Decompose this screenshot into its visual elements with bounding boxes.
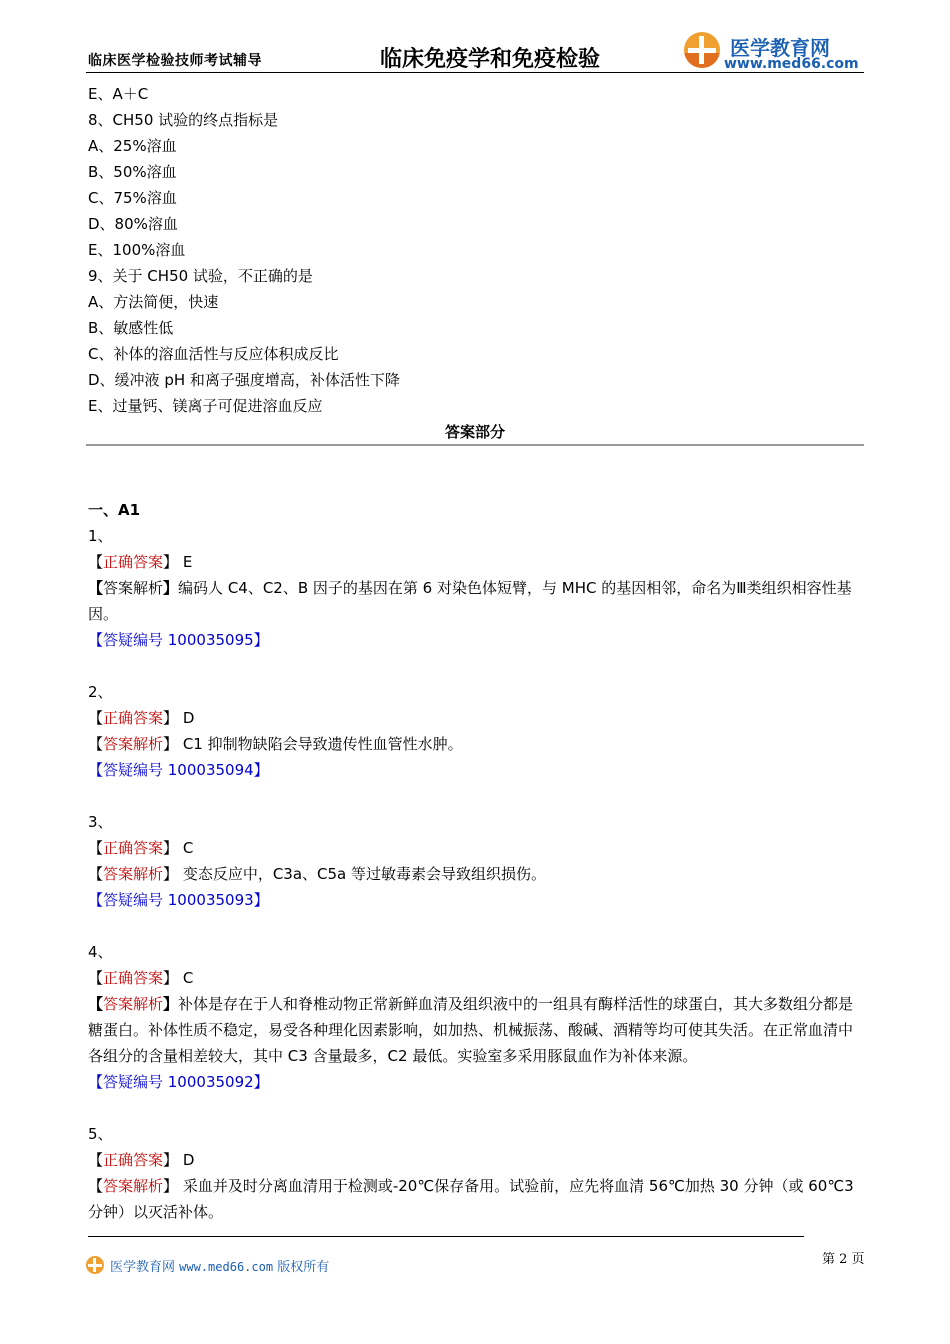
question-line: E、A＋C: [88, 85, 149, 103]
analysis-row: 【答案解析】 C1 抑制物缺陷会导致遗传性血管性水肿。: [88, 735, 463, 753]
question-line: 8、CH50 试验的终点指标是: [88, 111, 279, 129]
footer-rights: 版权所有: [277, 1260, 330, 1275]
footer-brand[interactable]: [110, 1256, 329, 1275]
footer-divider: [88, 1236, 804, 1237]
question-id-link[interactable]: 【答疑编号 100035093】: [88, 891, 269, 909]
question-line: E、过量钙、镁离子可促进溶血反应: [88, 397, 323, 415]
analysis-label: 答案解析: [103, 1177, 164, 1195]
correct-answer-row: 【正确答案】 C: [88, 969, 194, 987]
question-line: A、25%溶血: [88, 137, 177, 155]
question-id-link[interactable]: 【答疑编号 100035095】: [88, 631, 269, 649]
page-number: 第 2 页: [822, 1252, 865, 1267]
question-line: C、75%溶血: [88, 189, 177, 207]
page-title: 临床免疫学和免疫检验: [380, 47, 601, 72]
question-id-link[interactable]: 【答疑编号 100035094】: [88, 761, 269, 779]
analysis-text: 补体是存在于人和脊椎动物正常新鲜血清及组织液中的一组具有酶样活性的球蛋白，其大多数组分都是糖蛋白。补体性质不稳定，易受各种理化因素影响，如加热、机械振荡、酸碱、酒精等均可使其失活。在正常血清中各组分的含量相差较大，其中 C3 含量最多，C2 最低。实验室多采用豚鼠血作为补体来源。: [88, 995, 854, 1065]
logo-name: 医学教育网: [730, 36, 830, 60]
question-line: D、缓冲液 pH 和离子强度增高，补体活性下降: [88, 371, 400, 389]
analysis-text: 变态反应中，C3a、C5a 等过敏毒素会导致组织损伤。: [182, 865, 547, 883]
answer-number: 3、: [88, 813, 113, 831]
site-logo[interactable]: [684, 30, 864, 76]
analysis-row: 【答案解析】补体是存在于人和脊椎动物正常新鲜血清及组织液中的一组具有酶样活性的球蛋白，其大多数组分都是糖蛋白。补体性质不稳定，易受各种理化因素影响，如加热、机械振荡、酸碱、酒精等均可使其失活。在正常血清中各组分的含量相差较大，其中 C3 含量最多，C2 最低。实验室多采用豚鼠血作为补体来源。: [88, 995, 854, 1065]
question-line: A、方法简便，快速: [88, 293, 219, 311]
correct-answer-label: 正确答案: [103, 553, 164, 571]
answer-value: D: [182, 709, 195, 727]
correct-answer-row: 【正确答案】 C: [88, 839, 194, 857]
answer-number: 2、: [88, 683, 113, 701]
med-cross-icon: [86, 1256, 104, 1274]
answer-number: 4、: [88, 943, 113, 961]
analysis-row: 【答案解析】 变态反应中，C3a、C5a 等过敏毒素会导致组织损伤。: [88, 865, 547, 883]
section-title: 一、A1: [88, 501, 141, 519]
correct-answer-label: 正确答案: [103, 839, 164, 857]
correct-answer-row: 【正确答案】 D: [88, 1151, 195, 1169]
analysis-text: 采血并及时分离血清用于检测或-20℃保存备用。试验前，应先将血清 56℃加热 30 分钟（或 60℃3 分钟）以灭活补体。: [88, 1177, 854, 1221]
correct-answer-label: 正确答案: [103, 709, 164, 727]
correct-answer-row: 【正确答案】 D: [88, 709, 195, 727]
answer-number: 5、: [88, 1125, 113, 1143]
question-id-link[interactable]: 【答疑编号 100035092】: [88, 1073, 269, 1091]
correct-answer-label: 正确答案: [103, 1151, 164, 1169]
footer-brand-name: 医学教育网: [110, 1260, 176, 1275]
analysis-label: 答案解析: [103, 735, 164, 753]
analysis-row: 【答案解析】 采血并及时分离血清用于检测或-20℃保存备用。试验前，应先将血清 56℃加热 30 分钟（或 60℃3 分钟）以灭活补体。: [88, 1177, 854, 1221]
header-divider: [86, 72, 864, 73]
question-line: D、80%溶血: [88, 215, 178, 233]
analysis-text: C1 抑制物缺陷会导致遗传性血管性水肿。: [182, 735, 463, 753]
analysis-text: 编码人 C4、C2、B 因子的基因在第 6 对染色体短臂，与 MHC 的基因相邻，命名为Ⅲ类组织相容性基因。: [88, 579, 852, 623]
correct-answer-label: 正确答案: [103, 969, 164, 987]
answer-value: D: [182, 1151, 195, 1169]
analysis-label: 答案解析: [103, 865, 164, 883]
analysis-label: 答案解析: [103, 579, 164, 597]
question-line: C、补体的溶血活性与反应体积成反比: [88, 345, 339, 363]
footer-url: www.med66.com: [179, 1260, 274, 1274]
question-line: E、100%溶血: [88, 241, 186, 259]
answer-value: C: [182, 839, 194, 857]
header-subtitle: 临床医学检验技师考试辅导: [88, 53, 262, 69]
analysis-label: 答案解析: [103, 995, 164, 1013]
question-line: B、敏感性低: [88, 319, 174, 337]
question-line: 9、关于 CH50 试验，不正确的是: [88, 267, 313, 285]
answer-number: 1、: [88, 527, 113, 545]
analysis-row: 【答案解析】编码人 C4、C2、B 因子的基因在第 6 对染色体短臂，与 MHC 的基因相邻，命名为Ⅲ类组织相容性基因。: [88, 579, 852, 623]
answer-heading: 答案部分: [444, 423, 505, 441]
correct-answer-row: 【正确答案】 E: [88, 553, 193, 571]
answer-value: E: [182, 553, 193, 571]
answer-value: C: [182, 969, 194, 987]
answer-divider: [86, 444, 864, 446]
med-cross-icon: [684, 32, 720, 68]
question-line: B、50%溶血: [88, 163, 177, 181]
logo-url: www.med66.com: [724, 56, 859, 72]
